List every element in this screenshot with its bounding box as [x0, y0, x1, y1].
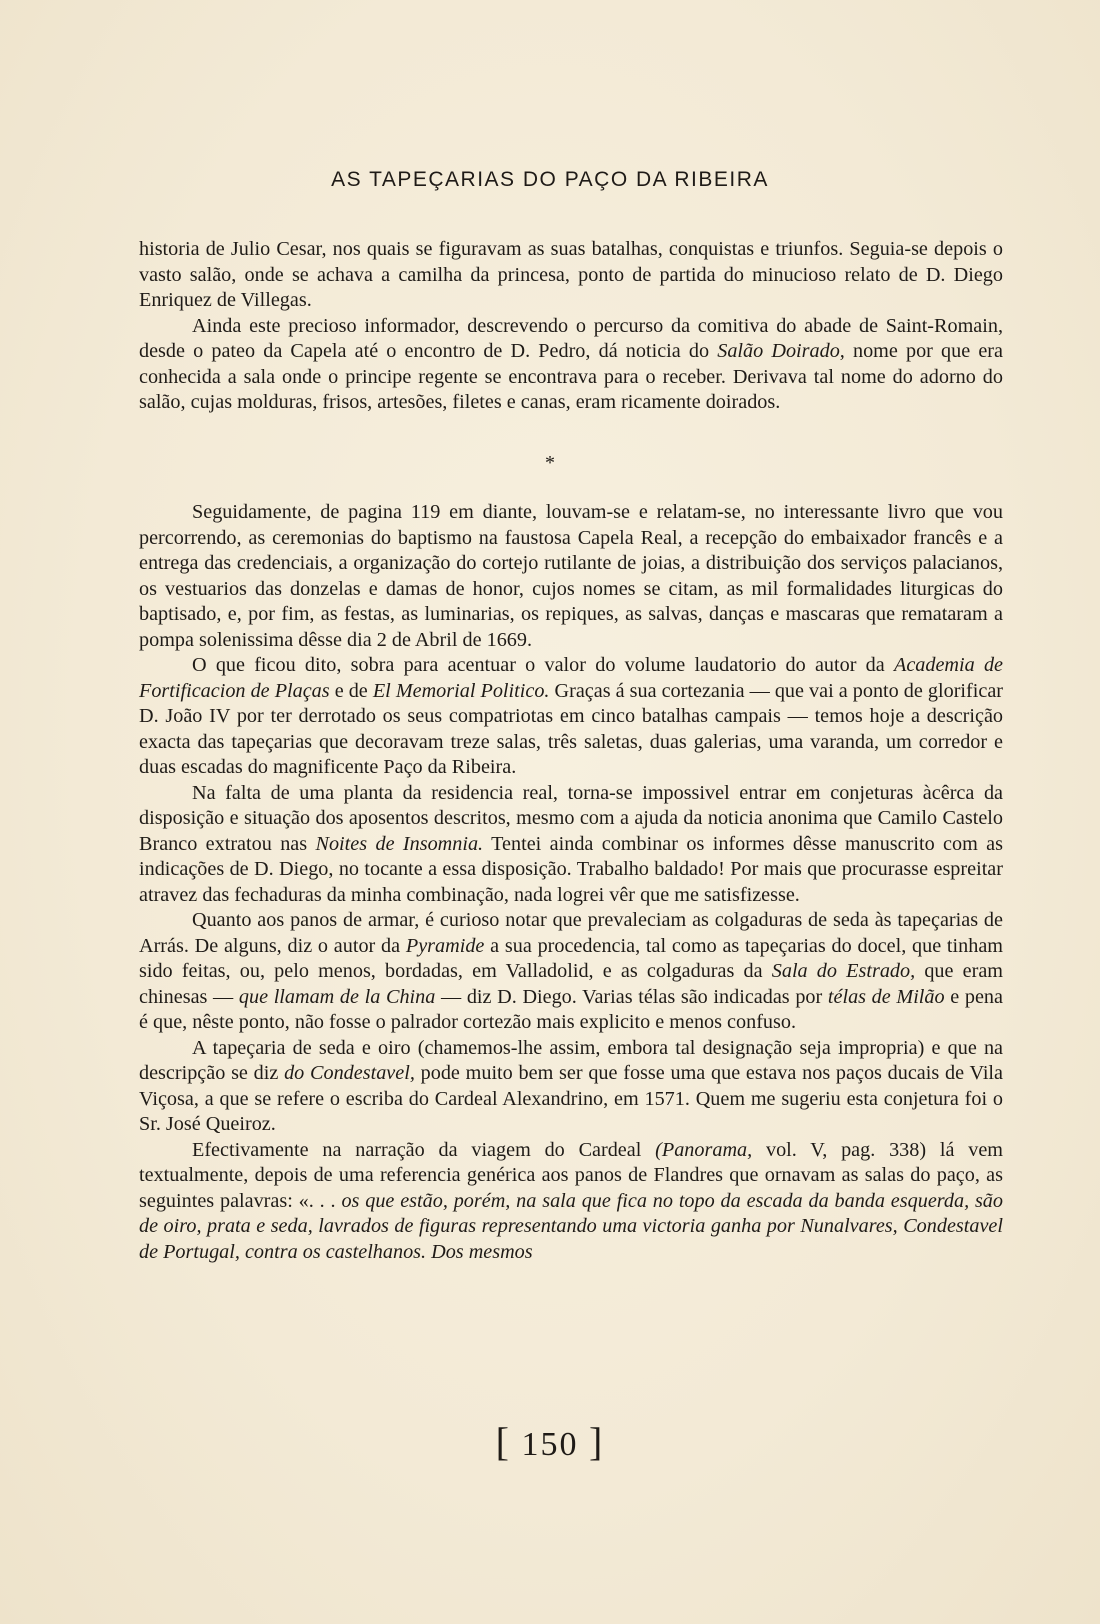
paragraph-continuation: [139, 237, 1003, 314]
paragraph: [139, 653, 1003, 781]
paragraph: [139, 1036, 1003, 1138]
italic-title: Noites de Insomnia.: [315, 832, 484, 855]
bracket-open: [: [495, 1419, 511, 1464]
paragraph-text: Tentei ainda combinar os informes dêsse manuscrito com as indicações de D. Diego, no tocante a essa disposição. Trabalho baldado! Por mais que procurasse espreitar atravez das fechaduras da minha combinação, nada logrei vêr que me satisfizesse.: [139, 832, 1003, 906]
text-block-top: [139, 237, 1003, 416]
paragraph-text: Na falta de uma planta da residencia real, torna-se impossivel entrar em conjeturas àcêrca da disposição e situação dos aposentos descritos, mesmo com a ajuda da noticia anonima que Camilo Castelo Branco extratou nas: [139, 781, 1003, 855]
italic-term: do Condestavel,: [284, 1062, 415, 1084]
paragraph-text: nome por que era conhecida a sala onde o principe regente se encontrava para o receber. Derivava tal nome do adorno do salão, cujas molduras, frisos, artesões, filetes e canas, eram ricamente doirados.: [139, 340, 1003, 413]
paragraph-text: vol. V, pag. 338) lá vem textualmente, depois de uma referencia genérica aos panos de Flandres que ornavam as salas do paço, as seguintes palavras: «. . .: [139, 1138, 1004, 1212]
italic-title: Salão Doirado,: [717, 340, 845, 362]
paragraph-text: Efectivamente na narração da viagem do Cardeal: [192, 1138, 656, 1161]
paragraph-text: Seguidamente, de pagina 119 em diante, louvam-se e relatam-se, no interessante livro que vou percorrendo, as ceremonias do baptismo na faustosa Capela Real, a recepção do embaixador francês e a entrega das credenciais, a organização do cortejo rutilante de joias, a distribuição dos serviços palacianos, os vestuarios das donzelas e damas de honor, cujos nomes se citam, as mil formalidades liturgicas do baptisado, e, por fim, as festas, as luminarias, os repiques, as salvas, danças e mascaras que remataram a pompa solenissima dêsse dia 2 de Abril de 1669.: [139, 501, 1003, 651]
running-title: AS TAPEÇARIAS DO PAÇO DA RIBEIRA: [331, 168, 769, 191]
page-number-value: 150: [521, 1426, 579, 1463]
paragraph-text: Graças á sua cortezania — que vai a ponto de glorificar D. João IV por ter derrotado os seus compatriotas em cinco batalhas campais — temos hoje a descrição exacta das tapeçarias que decoravam treze salas, três saletas, duas galerias, uma varanda, um corredor e duas escadas do magnificente Paço da Ribeira.: [139, 679, 1004, 778]
bracket-close: ]: [589, 1419, 605, 1464]
paragraph-text: pode muito bem ser que fosse uma que estava nos paços ducais de Vila Viçosa, a que se refere o escriba do Cardeal Alexandrino, em 1571. Quem me sugeriu esta conjetura foi o Sr. José Queiroz.: [139, 1062, 1003, 1135]
text-block-main: [139, 500, 1003, 1265]
paragraph-text: Quanto aos panos de armar, é curioso notar que prevaleciam as colgaduras de seda às tapeçarias de Arrás. De alguns, diz o autor da: [139, 909, 1003, 957]
paragraph: [139, 781, 1003, 909]
paragraph-text: — diz D. Diego. Varias télas são indicadas por: [435, 985, 828, 1008]
italic-title: Academia de Fortificacion de Plaças: [139, 654, 1003, 702]
page-number: [0, 1418, 1100, 1465]
italic-title: Pyramide: [405, 934, 485, 957]
paragraph-text: historia de Julio Cesar, nos quais se figuravam as suas batalhas, conquistas e triunfos. Seguia-se depois o vasto salão, onde se achava a camilha da princesa, ponto de partida do minucioso relato de D. Diego Enriquez de Villegas.: [139, 238, 1003, 311]
italic-term: télas de Milão: [827, 985, 945, 1008]
section-separator-asterisk: *: [545, 452, 555, 474]
paragraph: [139, 1138, 1003, 1266]
paragraph-text: que eram chinesas —: [139, 960, 1003, 1008]
paragraph: [139, 500, 1003, 653]
paragraph-text: O que ficou dito, sobra para acentuar o valor do volume laudatorio do autor da: [192, 654, 894, 676]
italic-quote: que llamam de la China: [238, 985, 436, 1008]
paragraph-text: Ainda este precioso informador, descrevendo o percurso da comitiva do abade de Saint-Romain, desde o pateo da Capela até o encontro de D. Pedro, dá noticia do: [139, 314, 1003, 362]
italic-title: Sala do Estrado,: [771, 960, 916, 982]
paragraph-text: A tapeçaria de seda e oiro (chamemos-lhe assim, embora tal designação seja impropria) e que na descripção se diz: [139, 1036, 1003, 1084]
paragraph: [139, 314, 1003, 416]
paragraph: [139, 908, 1003, 1036]
italic-quote: os que estão, porém, na sala que fica no topo da escada da banda esquerda, são de oiro, prata e seda, lavrados de figuras representando uma victoria ganha por Nunalvares, Condestavel de Portugal, contra os castelhanos. Dos mesmos: [139, 1189, 1003, 1263]
italic-title: (Panorama,: [655, 1138, 753, 1161]
italic-title: El Memorial Politico.: [372, 679, 550, 702]
paragraph-text: e pena é que, nêste ponto, não fosse o palrador cortezão mais explicito e menos confuso.: [139, 985, 1003, 1033]
paragraph-text: e de: [329, 679, 373, 702]
paragraph-text: a sua procedencia, tal como as tapeçarias do docel, que tinham sido feitas, ou, pelo menos, bordadas, em Valladolid, e as colgaduras da: [139, 934, 1003, 982]
